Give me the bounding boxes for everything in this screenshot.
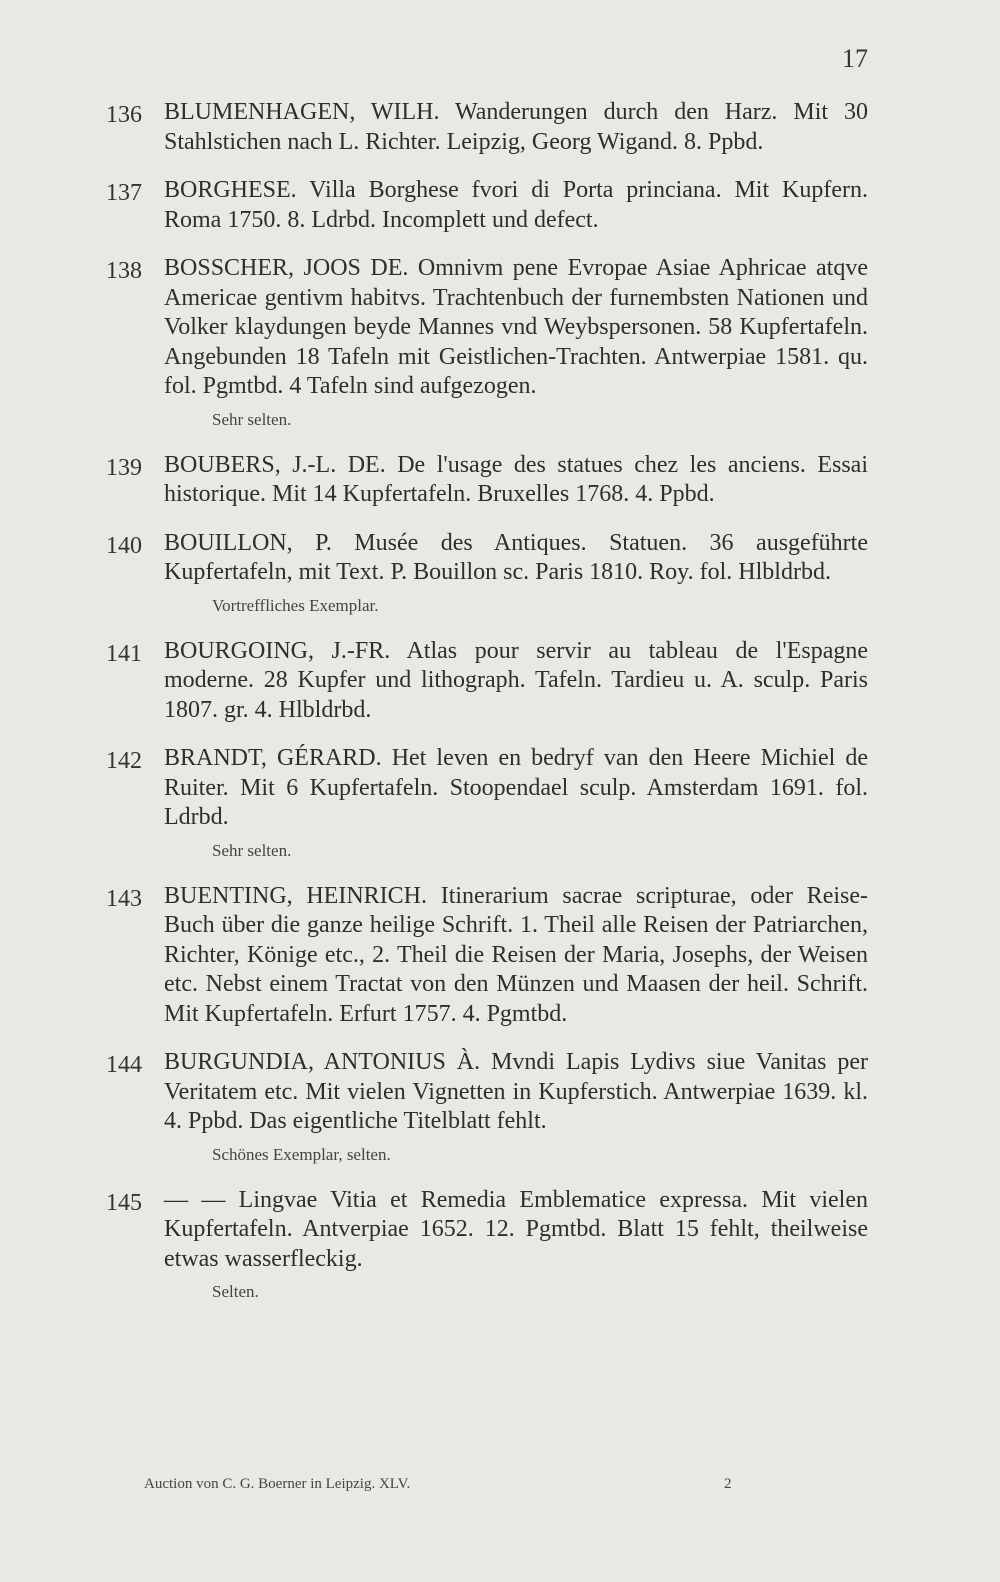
entry-number: 142 [106,748,142,774]
entry-number: 138 [106,258,142,284]
entry-note: Selten. [212,1282,259,1301]
entry-text: — — Lingvae Vitia et Remedia Emblematice expressa. Mit vielen Kupfertafeln. Antverpiae 1652. 12. Pgmtbd. Blatt 15 fehlt, theilweise etwas wasserfleckig. [164,1186,868,1272]
entry-text: BOURGOING, J.-FR. Atlas pour servir au tableau de l'Espagne moderne. 28 Kupfer und lithograph. Tafeln. Tardieu u. A. sculp. Paris 1807. gr. 4. Hlbldrbd. [164,637,868,723]
entry-text: BOUBERS, J.-L. DE. De l'usage des statues chez les anciens. Essai historique. Mit 14 Kupfertafeln. Bruxelles 1768. 4. Ppbd. [164,451,868,507]
entry-number: 139 [106,454,142,481]
entry-text: BLUMENHAGEN, WILH. Wanderungen durch den Harz. Mit 30 Stahlstichen nach L. Richter. Leipzig, Georg Wigand. 8. Ppbd. [164,99,868,155]
entry-number: 141 [106,640,142,667]
entry-number: 136 [106,102,142,128]
entry-text: BOSSCHER, JOOS DE. Omnivm pene Evropae Asiae Aphricae atqve Americae gentivm habitvs. Trachtenbuch der furnembsten Nationen und Volker klaydungen beyde Mannes vnd Weybspersonen. 58 Kupfertafeln. Angebunden 18 Tafeln mit Geistlichen-Trachten. Antwerpiae 1581. qu. fol. Pgmtbd. 4 Tafeln sind aufgezogen. [164,255,868,399]
entry-text: BURGUNDIA, ANTONIUS À. Mvndi Lapis Lydivs siue Vanitas per Veritatem etc. Mit vielen Vignetten in Kupferstich. Antwerpiae 1639. kl. 4. Ppbd. Das eigentliche Titelblatt fehlt. [164,1049,868,1134]
entry-number: 144 [106,1052,142,1078]
entry-text: BORGHESE. Villa Borghese fvori di Porta princiana. Mit Kupfern. Roma 1750. 8. Ldrbd. Incomplett und defect. [164,177,868,233]
entry-note: Sehr selten. [212,840,292,860]
entry-note: Schönes Exemplar, selten. [212,1144,391,1164]
entry-text: BRANDT, GÉRARD. Het leven en bedryf van den Heere Michiel de Ruiter. Mit 6 Kupfertafeln. Stoopendael sculp. Amsterdam 1691. fol. Ldrbd. [164,745,868,830]
entry-note: Vortreffliches Exemplar. [212,595,379,615]
catalog-entry [106,1048,868,1167]
entry-text: BOUILLON, P. Musée des Antiques. Statuen. 36 ausgeführte Kupfertafeln, mit Text. P. Bouillon sc. Paris 1810. Roy. fol. Hlbldrbd. [164,529,868,585]
entry-text: BUENTING, HEINRICH. Itinerarium sacrae scripturae, oder Reise-Buch über die ganze heilige Schrift. 1. Theil alle Reisen der Patriarchen, Richter, Könige etc., 2. Theil die Reisen der Maria, Josephs, der Weisen etc. Nebst einem Tractat von den Münzen und Maasen der heil. Schrift. Mit Kupfertafeln. Erfurt 1757. 4. Pgmtbd. [164,882,868,1027]
catalog-entry [106,451,868,510]
entry-list [106,98,868,1323]
entry-number: 145 [106,1189,142,1216]
page-number: 17 [842,44,868,73]
catalog-entry [106,882,868,1030]
catalog-entry [106,254,868,432]
entry-note: Sehr selten. [212,409,292,429]
catalog-entry [106,1186,868,1305]
entry-number: 143 [106,885,142,912]
entry-number: 137 [106,180,142,206]
footer-imprint: Auction von C. G. Boerner in Leipzig. XLV. [144,1476,411,1492]
catalog-entry [106,98,868,157]
entry-number: 140 [106,532,142,559]
catalog-entry [106,744,868,863]
catalog-entry [106,529,868,618]
signature-mark: 2 [724,1476,732,1492]
catalog-entry [106,637,868,726]
catalog-entry [106,176,868,235]
